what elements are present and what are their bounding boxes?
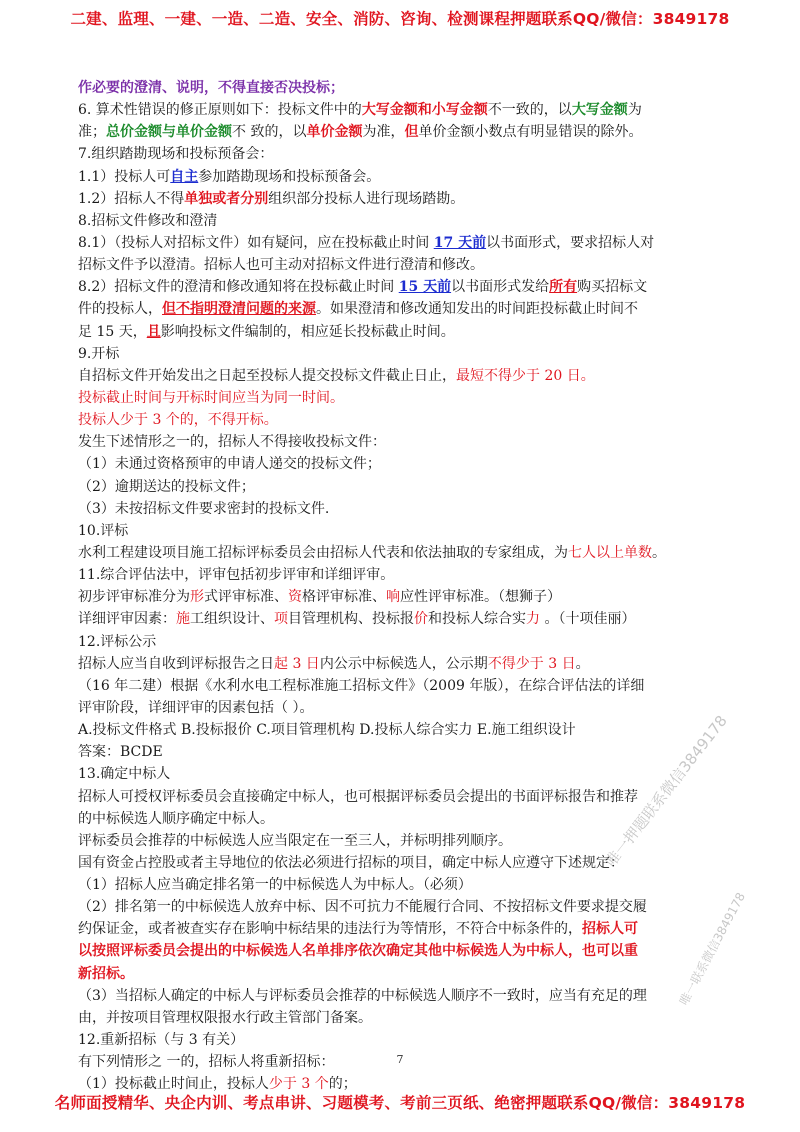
text-line: [78, 542, 728, 564]
text-line: [78, 520, 728, 542]
text-run: 招标人应当自收到评标报告之日: [78, 655, 274, 672]
footer-ad-banner: 名师面授精华、央企内训、考点串讲、习题模考、考前三页纸、绝密押题联系QQ/微信：3849178: [54, 1094, 746, 1112]
highlighted-text: 大写金额: [571, 102, 628, 119]
text-line: [78, 166, 728, 188]
text-run: 。如果澄清和修改通知发出的时间距投标截止时间不: [316, 301, 638, 318]
text-run: 8.1）（投标人对招标文件）如有疑问，应在投标截止时间: [78, 234, 434, 251]
text-run: 目管理机构、投标报: [288, 611, 414, 628]
text-line: [78, 343, 728, 365]
text-line: [78, 985, 728, 1007]
watermark: 唯一联系微信3849178: [676, 890, 749, 1008]
watermark: 唯一押题联系微信3849178: [601, 712, 731, 871]
text-run: （2）逾期送达的投标文件；: [78, 478, 255, 495]
text-line: [78, 321, 728, 343]
highlighted-text: 形: [190, 589, 204, 606]
highlighted-text: 以按照评标委员会提出的中标候选人名单排序依次确定其他中标候选人为中标人，也可以重: [78, 943, 638, 960]
text-run: 内公示中标候选人，公示期: [319, 655, 488, 672]
text-run: 发生下述情形之一的，招标人不得接收投标文件：: [78, 434, 386, 451]
highlighted-text: 投标截止时间与开标时间应当为同一时间。: [78, 389, 344, 406]
text-line: [78, 741, 728, 763]
text-line: [78, 498, 728, 520]
text-line: [78, 1007, 728, 1029]
text-line: [78, 1029, 728, 1051]
text-run: 件的投标人，: [78, 301, 162, 318]
highlighted-text: 自主: [170, 168, 199, 185]
text-run: 招标人可授权评标委员会直接确定中标人，也可根据评标委员会提出的书面评标报告和推荐: [78, 788, 638, 805]
text-run: （1）未通过资格预审的申请人递交的投标文件；: [78, 456, 381, 473]
text-line: [78, 99, 728, 121]
header-ad-banner: 二建、监理、一建、一造、二造、安全、消防、咨询、检测课程押题联系QQ/微信：3849178: [70, 10, 730, 28]
text-line: [78, 874, 728, 896]
text-line: [78, 409, 728, 431]
text-line: [78, 276, 728, 298]
text-line: [78, 387, 728, 409]
text-run: 6. 算术性错误的修正原则如下：投标文件中的: [78, 102, 362, 119]
text-run: 8.2）招标文件的澄清和修改通知将在投标截止时间: [78, 279, 399, 296]
highlighted-text: 所有: [549, 279, 578, 296]
text-line: [78, 940, 728, 962]
text-run: 由，并按项目管理权限报水行政主管部门备案。: [78, 1009, 372, 1026]
text-line: [78, 675, 728, 697]
text-line: [78, 963, 728, 985]
text-run: 招标文件予以澄清。招标人也可主动对招标文件进行澄清和修改。: [78, 257, 484, 274]
text-line: [78, 852, 728, 874]
text-run: 的中标候选人顺序确定中标人。: [78, 810, 274, 827]
text-run: （1）招标人应当确定排名第一的中标候选人为中标人。（必须）: [78, 877, 472, 894]
highlighted-text: 响: [386, 589, 400, 606]
highlighted-text: 招标人可: [582, 921, 638, 938]
text-run: 1.2）招标人不得: [78, 190, 185, 207]
text-run: 有下列情形之 一的，招标人将重新招标：: [78, 1054, 335, 1071]
highlighted-text: 不得少于 3 日: [487, 655, 576, 672]
highlighted-text: 17 天前: [433, 234, 487, 251]
text-line: [78, 631, 728, 653]
text-run: 11.综合评估法中，评审包括初步评审和详细评审。: [78, 567, 395, 584]
text-run: 9.开标: [78, 345, 120, 362]
page-number: 7: [396, 1053, 404, 1066]
text-run: 格评审标准、: [302, 589, 386, 606]
text-line: [78, 786, 728, 808]
text-run: （3）未按招标文件要求密封的投标文件.: [78, 500, 330, 517]
text-line: [78, 896, 728, 918]
text-line: [78, 697, 728, 719]
text-run: 。: [575, 655, 590, 672]
text-run: 为: [627, 102, 642, 119]
text-line: [78, 763, 728, 785]
text-line: [78, 719, 728, 741]
text-run: 详细评审因素：: [78, 611, 176, 628]
text-run: 12.重新招标（与 3 有关）: [78, 1032, 245, 1049]
text-line: [78, 653, 728, 675]
text-run: （1）投标截止时间止，投标人: [78, 1076, 269, 1093]
text-run: 评审阶段，详细评审的因素包括（ ）。: [78, 699, 314, 716]
text-run: 。（十项佳丽）: [540, 611, 636, 628]
text-line: [78, 453, 728, 475]
text-run: 自招标文件开始发出之日起至投标人提交投标文件截止日止，: [78, 367, 456, 384]
text-run: 答案：BCDE: [78, 744, 163, 761]
highlighted-text: 投标人少于 3 个的，不得开标。: [78, 412, 278, 429]
text-run: 的；: [328, 1076, 357, 1093]
highlighted-text: 单价金额: [306, 124, 363, 141]
text-run: A.投标文件格式 B.投标报价 C.项目管理机构 D.投标人综合实力 E.施工组织设计: [78, 722, 576, 739]
highlighted-text: 但不指明澄清问题的来源: [162, 301, 316, 318]
text-run: 应性评审标准。（想狮子）: [400, 589, 561, 606]
highlighted-text: 力: [526, 611, 540, 628]
text-run: 单价金额小数点有明显错误的除外。: [418, 124, 643, 141]
text-run: 7.组织踏勘现场和投标预备会：: [78, 146, 274, 163]
text-line: [78, 918, 728, 940]
highlighted-text: 但: [404, 124, 419, 141]
text-run: （2）排名第一的中标候选人放弃中标、因不可抗力不能履行合同、不按招标文件要求提交履: [78, 899, 647, 916]
text-run: 组织部分投标人进行现场踏勘。: [268, 190, 465, 207]
highlighted-text: 总价金额与单价金额: [106, 124, 232, 141]
text-line: [78, 608, 728, 630]
highlighted-text: 15 天前: [398, 279, 452, 296]
text-line: [78, 121, 728, 143]
text-run: 1.1）投标人可: [78, 168, 171, 185]
text-line: [78, 476, 728, 498]
text-run: 8.招标文件修改和澄清: [78, 212, 218, 229]
highlighted-text: 单独或者分别: [184, 190, 269, 207]
text-run: 12.评标公示: [78, 633, 157, 650]
text-line: [78, 431, 728, 453]
text-run: （16 年二建）根据《水利水电工程标准施工招标文件》（2009 年版），在综合评估法的详细: [78, 677, 645, 694]
text-run: 。: [652, 544, 666, 561]
text-run: 为准，: [362, 124, 405, 141]
highlighted-text: 价: [414, 611, 428, 628]
highlighted-text: 新招标。: [78, 965, 134, 982]
highlighted-text: 项: [274, 611, 288, 628]
highlighted-text: 七人以上单数: [568, 544, 652, 561]
text-run: 国有资金占控股或者主导地位的依法必须进行招标的项目，确定中标人应遵守下述规定：: [78, 854, 624, 871]
text-line: [78, 586, 728, 608]
text-run: 影响投标文件编制的，相应延长投标截止时间。: [160, 323, 455, 340]
highlighted-text: 大写金额和小写金额: [361, 102, 488, 119]
text-run: 足 15 天，: [78, 323, 147, 340]
text-line: [78, 564, 728, 586]
text-run: 以书面形式发给: [451, 279, 550, 296]
text-line: [78, 365, 728, 387]
text-line: [78, 298, 728, 320]
text-run: 购买招标文: [577, 279, 648, 296]
highlighted-text: 少于 3 个: [268, 1076, 329, 1093]
text-line: [78, 188, 728, 210]
text-run: 约保证金，或者被查实存在影响中标结果的违法行为等情形，不符合中标条件的，: [78, 921, 582, 938]
text-run: 10.评标: [78, 522, 129, 539]
text-run: 准；: [78, 124, 106, 141]
highlighted-text: 且: [146, 323, 161, 340]
highlighted-text: 最短不得少于 20 日。: [456, 367, 595, 384]
highlighted-text: 施: [176, 611, 190, 628]
text-run: 水利工程建设项目施工招标评标委员会由招标人代表和依法抽取的专家组成，为: [78, 544, 568, 561]
document-body: [78, 77, 728, 1095]
text-run: 不 致的，以: [232, 124, 307, 141]
highlighted-text: 资: [288, 589, 302, 606]
text-run: （3）当招标人确定的中标人与评标委员会推荐的中标候选人顺序不一致时，应当有充足的理: [78, 987, 647, 1004]
text-line: [78, 254, 728, 276]
text-run: 评标委员会推荐的中标候选人应当限定在一至三人，并标明排列顺序。: [78, 832, 512, 849]
text-run: 不一致的，以: [487, 102, 572, 119]
text-run: 13.确定中标人: [78, 766, 171, 783]
text-line: [78, 77, 728, 99]
text-run: 初步评审标准分为: [78, 589, 190, 606]
text-line: [78, 232, 728, 254]
text-line: [78, 210, 728, 232]
text-run: 参加踏勘现场和投标预备会。: [198, 168, 381, 185]
text-run: 和投标人综合实: [428, 611, 526, 628]
text-line: [78, 143, 728, 165]
text-run: 工组织设计、: [190, 611, 274, 628]
text-run: 以书面形式，要求招标人对: [486, 234, 655, 251]
text-run: 式评审标准、: [204, 589, 288, 606]
highlighted-text: 作必要的澄清、说明，不得直接否决投标；: [78, 80, 344, 96]
highlighted-text: 起 3 日: [274, 655, 320, 672]
